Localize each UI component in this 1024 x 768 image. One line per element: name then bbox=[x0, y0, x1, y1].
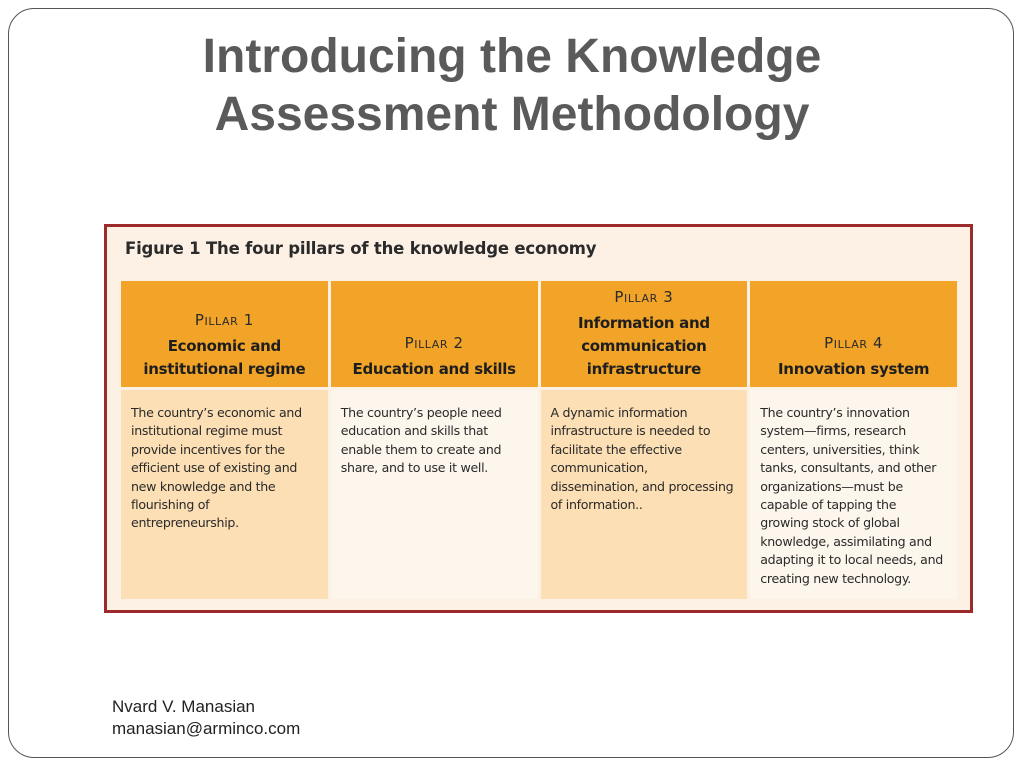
pillar-1-column bbox=[121, 281, 328, 599]
figure-caption: Figure 1 The four pillars of the knowledge economy bbox=[125, 239, 597, 258]
slide-title-line1: Introducing the Knowledge bbox=[202, 30, 822, 83]
pillar-3-header bbox=[541, 281, 748, 387]
pillar-1-header bbox=[121, 281, 328, 387]
slide-footer bbox=[112, 696, 300, 740]
author-email: manasian@arminco.com bbox=[112, 719, 301, 738]
pillar-1-number: Pillar 1 bbox=[194, 311, 254, 329]
slide-title-line2: Assessment Methodology bbox=[214, 88, 810, 141]
pillar-3-column bbox=[541, 281, 748, 599]
pillar-4-header bbox=[750, 281, 957, 387]
pillar-3-number: Pillar 3 bbox=[614, 288, 674, 306]
pillar-4-description: The country’s innovation system—firms, research centers, universities, think tanks, consultants, and other organizations—must be capable of tapping the growing stock of global knowledge, assimilating and adapting it to local needs, and creating new technology. bbox=[750, 390, 957, 599]
pillar-1-name: Economic and institutional regime bbox=[143, 337, 306, 378]
pillar-2-name: Education and skills bbox=[352, 360, 516, 378]
author-name: Nvard V. Manasian bbox=[112, 697, 256, 716]
pillars-table bbox=[121, 281, 957, 599]
pillar-2-header bbox=[331, 281, 538, 387]
pillars-figure bbox=[104, 224, 973, 613]
slide-title bbox=[0, 28, 1024, 144]
pillar-4-number: Pillar 4 bbox=[824, 334, 884, 352]
pillar-2-column bbox=[331, 281, 538, 599]
pillar-2-number: Pillar 2 bbox=[404, 334, 464, 352]
pillar-1-description: The country’s economic and institutional regime must provide incentives for the efficient use of existing and new knowledge and the flourishing of entrepreneurship. bbox=[121, 390, 328, 599]
pillar-2-description: The country’s people need education and skills that enable them to create and share, and to use it well. bbox=[331, 390, 538, 599]
pillar-4-column bbox=[750, 281, 957, 599]
pillar-3-description: A dynamic information infrastructure is needed to facilitate the effective communication, dissemination, and processing of information.. bbox=[541, 390, 748, 599]
pillar-4-name: Innovation system bbox=[778, 360, 930, 378]
pillar-3-name: Information and communication infrastructure bbox=[577, 314, 710, 378]
